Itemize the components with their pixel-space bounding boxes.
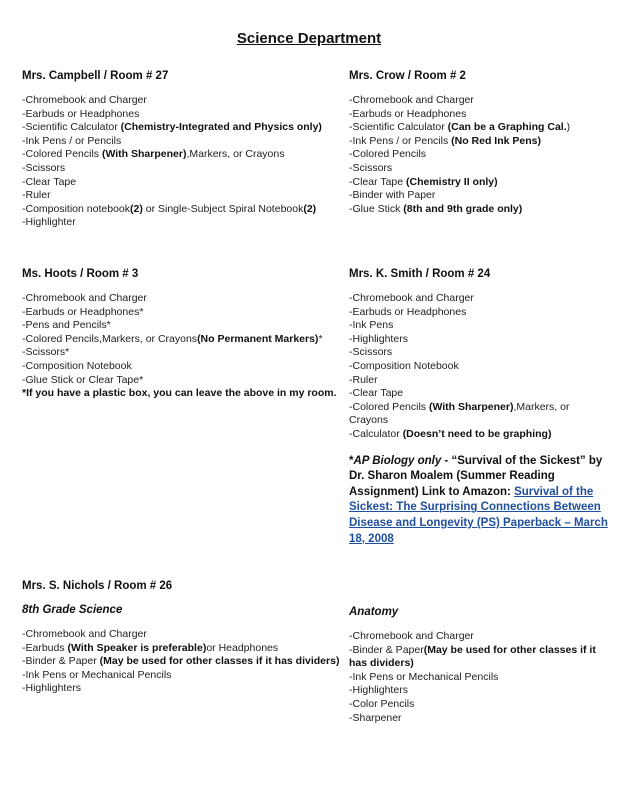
list-item: -Scissors (349, 161, 393, 174)
list-item: -Ink Pens or Mechanical Pencils (22, 668, 172, 681)
ap-text: - “Survival of the Sickest” by Dr. Sharon Moalem (Summer Reading Assignment) Link to Amazon: (349, 454, 603, 498)
supply-list (349, 292, 599, 442)
list-item: -Color Pencils (349, 697, 415, 710)
list-item: -Scissors (349, 346, 393, 359)
list-item: -Highlighter (22, 216, 76, 229)
list-item: -Clear Tape (22, 175, 77, 188)
list-item: -Clear Tape (349, 387, 404, 400)
list-item: -Glue Stick (8th and 9th grade only) (349, 202, 523, 215)
list-item: -Clear Tape (Chemistry II only) (349, 175, 498, 188)
ap-prefix: * (349, 454, 354, 467)
ap-biology-note (349, 454, 609, 548)
list-item: -Binder & Paper (May be used for other classes if it has dividers) (22, 655, 340, 668)
list-item: -Chromebook and Charger (22, 94, 147, 106)
list-item: -Chromebook and Charger (349, 94, 474, 106)
list-item: -Binder with Paper (349, 189, 436, 202)
list-item: -Colored Pencils (With Sharpener),Markers, or Crayons (349, 400, 570, 427)
list-item: -Binder & Paper(May be used for other classes if it has dividers) (349, 643, 596, 670)
list-item: -Composition Notebook (349, 359, 459, 372)
course-subheading: Anatomy (349, 606, 399, 618)
supply-list (22, 292, 352, 387)
list-item: -Colored Pencils (With Sharpener),Markers, or Crayons (22, 148, 285, 161)
list-item: -Earbuds (With Speaker is preferable)or Headphones (22, 641, 279, 654)
plastic-box-note: *If you have a plastic box, you can leave the above in my room. (22, 387, 337, 400)
list-item: -Chromebook and Charger (22, 628, 147, 640)
list-item: -Scissors (22, 161, 66, 174)
list-item: -Highlighters (349, 684, 408, 697)
list-item: -Pens and Pencils* (22, 319, 111, 332)
list-item: -Earbuds or Headphones (349, 107, 467, 120)
supply-list (22, 94, 342, 230)
section-crow (349, 70, 618, 216)
supply-list (349, 94, 618, 216)
list-item: -Colored Pencils,Markers, or Crayons(No Permanent Markers)* (22, 332, 323, 345)
list-item: -Ink Pens / or Pencils (No Red Ink Pens) (349, 134, 541, 147)
teacher-heading: Mrs. Crow / Room # 2 (349, 70, 466, 82)
course-subheading: 8th Grade Science (22, 604, 123, 616)
list-item: -Ink Pens (349, 319, 394, 332)
list-item: -Earbuds or Headphones (22, 107, 140, 120)
ap-italic: AP Biology only (353, 454, 442, 467)
list-item: -Scissors* (22, 346, 70, 359)
list-item: -Composition Notebook (22, 359, 132, 372)
list-item: -Glue Stick or Clear Tape* (22, 373, 144, 386)
supply-list (349, 630, 599, 725)
page-title: Science Department (236, 30, 382, 47)
section-nichols (22, 580, 352, 696)
teacher-heading: Ms. Hoots / Room # 3 (22, 268, 139, 280)
list-item: -Ink Pens / or Pencils (22, 134, 122, 147)
list-item: -Highlighters (22, 682, 81, 695)
list-item: -Chromebook and Charger (22, 292, 147, 304)
list-item: -Composition notebook(2) or Single-Subject Spiral Notebook(2) (22, 202, 317, 215)
teacher-heading: Mrs. K. Smith / Room # 24 (349, 268, 491, 280)
list-item: -Calculator (Doesn’t need to be graphing) (349, 427, 552, 440)
list-item: -Scientific Calculator (Chemistry-Integrated and Physics only) (22, 121, 322, 134)
list-item: -Earbuds or Headphones* (22, 305, 144, 318)
list-item: -Chromebook and Charger (349, 292, 474, 304)
supply-list (22, 628, 352, 696)
list-item: -Ink Pens or Mechanical Pencils (349, 670, 499, 683)
list-item: -Sharpener (349, 711, 402, 724)
list-item: -Ruler (22, 189, 51, 202)
list-item: -Ruler (349, 373, 378, 386)
list-item: -Colored Pencils (349, 148, 427, 161)
section-smith (349, 268, 608, 547)
amazon-book-link[interactable]: Survival of the Sickest: The Surprising Connections Between Disease and Longevity (PS) Paperback – March 18, 2008 (349, 485, 608, 545)
section-campbell (22, 70, 322, 230)
list-item: -Chromebook and Charger (349, 630, 474, 642)
section-anatomy (349, 606, 599, 725)
list-item: -Scientific Calculator (Can be a Graphing Cal.) (349, 121, 571, 134)
section-hoots (22, 268, 352, 399)
list-item: -Earbuds or Headphones (349, 305, 467, 318)
list-item: -Highlighters (349, 332, 408, 345)
teacher-heading: Mrs. S. Nichols / Room # 26 (22, 580, 173, 592)
teacher-heading: Mrs. Campbell / Room # 27 (22, 70, 169, 82)
